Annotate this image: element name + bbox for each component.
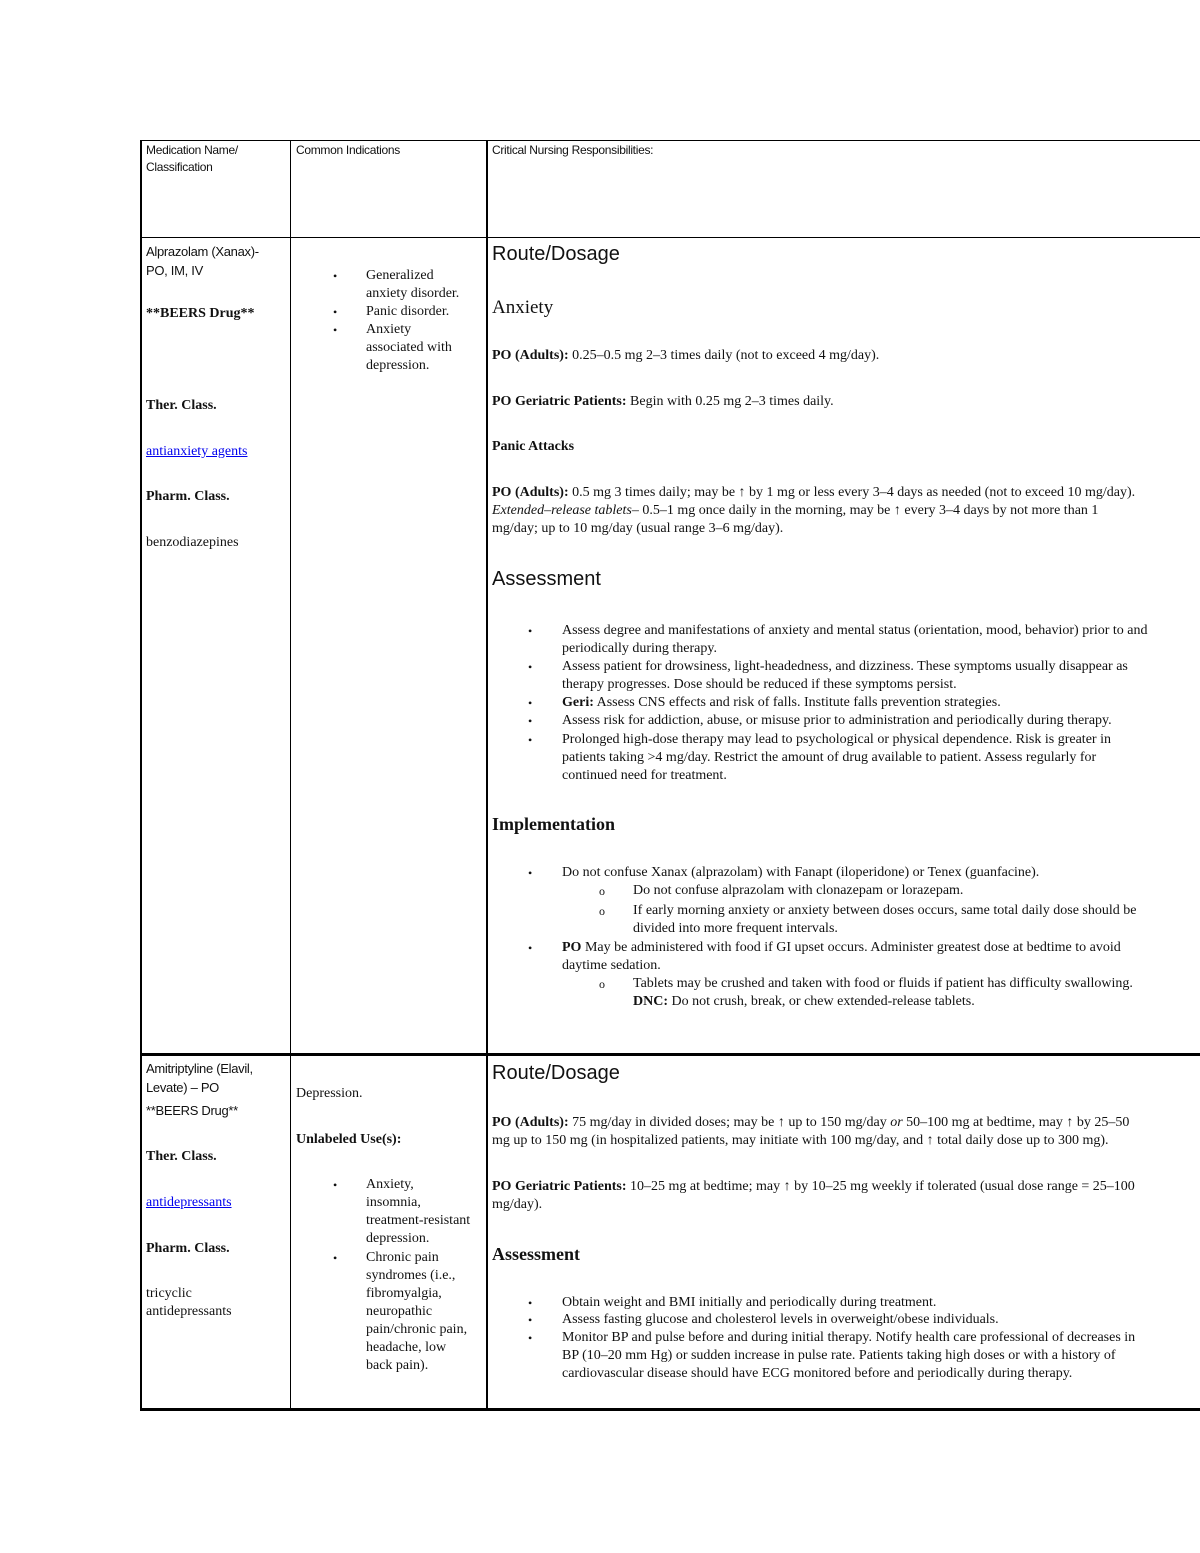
table-bottom-border [140,1408,1200,1411]
row1-anxiety-heading: Anxiety [492,297,554,318]
list-item: Monitor BP and pulse before and during initial therapy. Notify health care professional of decreases in BP (10–20 mm Hg) or sudden increase in pulse rate. Patients taking high doses or with a history of cardiovascular disease should have ECG monitored before and periodically during therapy. [562,1330,1136,1381]
bullet-icon: • [333,323,338,337]
row1-assessment-heading: Assessment [492,568,601,590]
row1-po-adults: PO (Adults): 0.25–0.5 mg 2–3 times daily (not to exceed 4 mg/day). [492,348,880,363]
bullet-icon: • [528,1313,533,1327]
list-item: Do not confuse Xanax (alprazolam) with Fanapt (iloperidone) or Tenex (guanfacine). [562,865,1040,880]
list-item: Tablets may be crushed and taken with food or fluids if patient has difficulty swallowing. DNC: Do not crush, break, or chew extended-release tablets. [633,976,1133,1009]
row1-drug-name: Alprazolam (Xanax)- PO, IM, IV [146,244,259,278]
bullet-icon: • [528,624,533,638]
row1-po-geriatric: PO Geriatric Patients: Begin with 0.25 mg 2–3 times daily. [492,394,834,409]
list-item: Assess fasting glucose and cholesterol levels in overweight/obese individuals. [562,1312,999,1327]
row2-indication: Depression. [296,1086,363,1101]
bullet-icon: • [528,660,533,674]
table-left-border [140,140,142,1411]
list-item: Panic disorder. [366,304,450,319]
list-item: If early morning anxiety or anxiety between doses occurs, same total daily dose should be divided into more frequent intervals. [633,903,1137,936]
row1-ther-class-label: Ther. Class. [146,398,217,413]
row1-pharm-class-value: benzodiazepines [146,535,239,550]
header-common-indications: Common Indications [296,143,400,157]
row2-beers-label: **BEERS Drug** [146,1103,238,1118]
row2-unlabeled-heading: Unlabeled Use(s): [296,1132,402,1147]
bullet-icon: • [333,1178,338,1192]
bullet-icon: • [333,1251,338,1265]
bullet-icon: • [528,866,533,880]
row1-route-dosage-heading: Route/Dosage [492,243,620,265]
row1-ther-class-link[interactable]: antianxiety agents [146,444,248,459]
header-critical-nursing: Critical Nursing Responsibilities: [492,143,654,157]
row2-ther-class-label: Ther. Class. [146,1149,217,1164]
row1-panic-heading: Panic Attacks [492,439,575,454]
column-divider-1 [290,140,291,1411]
list-item: Chronic pain syndromes (i.e., fibromyalgia, neuropathic pain/chronic pain, headache, low back pain). [366,1250,468,1373]
row1-panic-dosing: PO (Adults): 0.5 mg 3 times daily; may be ↑ by 1 mg or less every 3–4 days as needed (not to exceed 10 mg/day). Extended–release tablets– 0.5–1 mg once daily in the morning, may be ↑ every 3–4 days by not more than 1 mg/day; up to 10 mg/day (usual range 3–6 mg/day). [492,485,1136,536]
bullet-icon: • [528,696,533,710]
row2-pharm-class-label: Pharm. Class. [146,1241,230,1256]
sub-bullet-icon: o [599,977,605,991]
row2-assessment-heading: Assessment [492,1244,580,1264]
row2-ther-class-link[interactable]: antidepressants [146,1195,232,1210]
sub-bullet-icon: o [599,884,605,898]
list-item: Prolonged high-dose therapy may lead to psychological or physical dependence. Risk is greater in patients taking >4 mg/day. Restrict the amount of drug available to patient. Assess regularly for continued need for treatment. [562,732,1111,783]
table-top-border [140,140,1200,141]
row2-pharm-class-value: tricyclic antidepressants [146,1286,232,1319]
row2-po-geriatric: PO Geriatric Patients: 10–25 mg at bedtime; may ↑ by 10–25 mg weekly if tolerated (usual dose range = 25–100 mg/day). [492,1179,1135,1212]
row2-po-adults: PO (Adults): 75 mg/day in divided doses; may be ↑ up to 150 mg/day or 50–100 mg at bedtime, may ↑ by 25–50 mg up to 150 mg (in hospitalized patients, may initiate with 100 mg/day, and ↑ total daily dose up to 300 mg). [492,1115,1130,1148]
bullet-icon: • [528,733,533,747]
bullet-icon: • [528,1296,533,1310]
row1-implementation-heading: Implementation [492,814,615,834]
header-medication-name: Medication Name/ Classification [146,143,238,174]
column-divider-2 [486,140,488,1411]
list-item: Do not confuse alprazolam with clonazepam or lorazepam. [633,883,964,898]
bullet-icon: • [528,941,533,955]
list-item: Obtain weight and BMI initially and periodically during treatment. [562,1295,937,1310]
list-item: Anxiety, insomnia, treatment-resistant depression. [366,1177,471,1246]
list-item: Generalized anxiety disorder. [366,268,460,301]
header-bottom-border [140,237,1200,238]
bullet-icon: • [333,269,338,283]
row2-route-dosage-heading: Route/Dosage [492,1062,620,1084]
list-item: Anxiety associated with depression. [366,322,452,373]
row2-drug-name: Amitriptyline (Elavil, Levate) – PO [146,1061,253,1095]
sub-bullet-icon: o [599,904,605,918]
row1-bottom-border [140,1053,1200,1056]
row1-pharm-class-label: Pharm. Class. [146,489,230,504]
list-item: Geri: Assess CNS effects and risk of falls. Institute falls prevention strategies. [562,695,1001,710]
list-item: Assess degree and manifestations of anxiety and mental status (orientation, mood, behavior) prior to and periodically during therapy. [562,623,1148,656]
list-item: PO May be administered with food if GI upset occurs. Administer greatest dose at bedtime to avoid daytime sedation. [562,940,1121,973]
row1-beers-label: **BEERS Drug** [146,306,255,321]
bullet-icon: • [528,1331,533,1345]
bullet-icon: • [528,714,533,728]
list-item: Assess patient for drowsiness, light-headedness, and dizziness. These symptoms usually disappear as therapy progresses. Dose should be reduced if these symptoms persist. [562,659,1128,692]
bullet-icon: • [333,305,338,319]
list-item: Assess risk for addiction, abuse, or misuse prior to administration and periodically during therapy. [562,713,1112,728]
